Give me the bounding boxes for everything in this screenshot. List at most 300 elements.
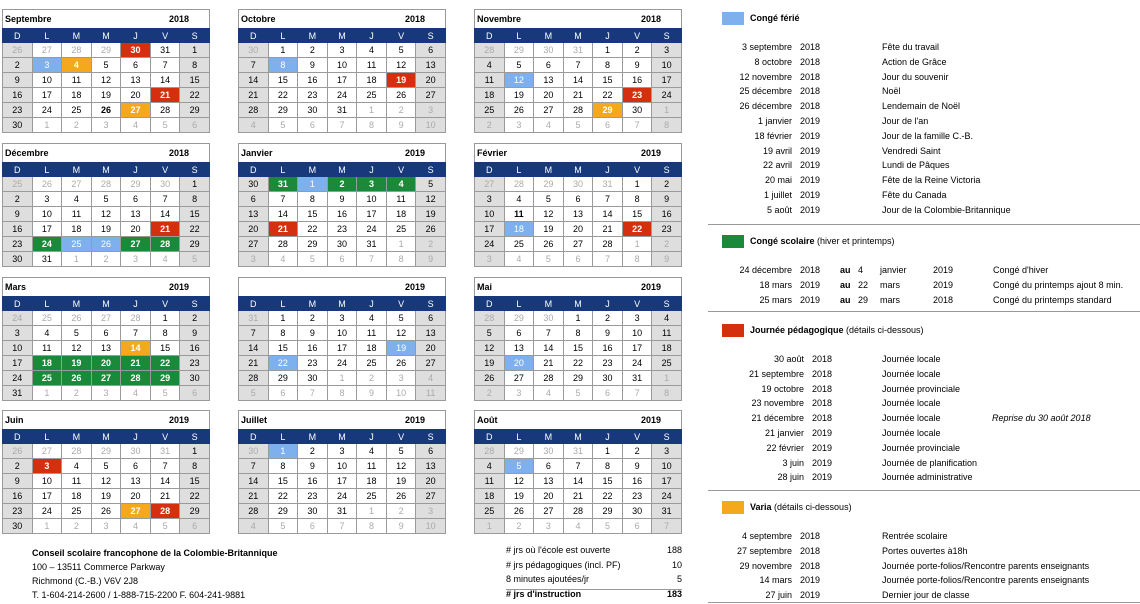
day-cell: 9 <box>416 252 446 267</box>
day-cell: 3 <box>239 252 269 267</box>
legend-cell: 2019 <box>800 204 821 215</box>
day-cell: 14 <box>563 474 593 489</box>
day-cell: 4 <box>386 177 416 192</box>
day-cell: 4 <box>416 371 446 386</box>
day-cell: 7 <box>150 459 180 474</box>
day-cell: 22 <box>563 356 593 371</box>
weekday-header: M <box>563 29 593 43</box>
day-cell: 19 <box>386 73 416 88</box>
day-cell: 25 <box>386 222 416 237</box>
day-cell: 12 <box>416 192 446 207</box>
weekday-header: D <box>475 430 505 444</box>
month-name: Novembre <box>477 14 522 24</box>
stat-value: 183 <box>666 588 682 599</box>
day-cell: 19 <box>534 222 564 237</box>
weekday-header: L <box>504 430 534 444</box>
day-cell: 13 <box>121 474 151 489</box>
weekday-header: M <box>563 297 593 311</box>
month-year: 2019 <box>168 415 189 425</box>
day-cell: 2 <box>298 311 328 326</box>
day-cell: 7 <box>593 192 623 207</box>
day-cell: 3 <box>327 43 357 58</box>
day-cell: 3 <box>652 444 682 459</box>
legend-title: Varia <box>750 502 772 512</box>
day-cell: 17 <box>3 356 33 371</box>
day-cell: 1 <box>652 103 682 118</box>
weekday-header: S <box>416 297 446 311</box>
day-cell: 31 <box>3 386 33 401</box>
day-cell: 21 <box>239 356 269 371</box>
day-cell: 7 <box>239 459 269 474</box>
day-cell: 16 <box>298 474 328 489</box>
legend-cell: Jour de la Colombie-Britannique <box>882 204 1011 215</box>
month-calendar <box>238 143 446 267</box>
day-cell: 9 <box>357 386 387 401</box>
day-cell: 25 <box>652 356 682 371</box>
day-cell: 6 <box>416 311 446 326</box>
legend-cell: janvier <box>880 265 907 275</box>
day-cell: 31 <box>652 504 682 519</box>
day-cell: 4 <box>357 311 387 326</box>
day-cell: 25 <box>3 177 33 192</box>
day-cell: 11 <box>62 207 92 222</box>
day-cell: 7 <box>298 386 328 401</box>
day-cell: 6 <box>180 519 210 534</box>
day-cell: 13 <box>239 207 269 222</box>
month-name: Mars <box>5 282 27 292</box>
day-cell: 9 <box>3 73 33 88</box>
day-cell: 1 <box>268 444 298 459</box>
day-cell: 8 <box>622 252 652 267</box>
day-cell: 6 <box>593 118 623 133</box>
day-cell: 4 <box>357 444 387 459</box>
day-cell: 4 <box>239 519 269 534</box>
legend-sub: (détails ci-dessous) <box>843 325 924 335</box>
stat-value: 10 <box>671 559 682 570</box>
day-cell: 30 <box>150 177 180 192</box>
day-cell: 31 <box>327 103 357 118</box>
legend-row <box>708 426 1140 441</box>
day-cell: 5 <box>534 252 564 267</box>
day-cell: 6 <box>416 43 446 58</box>
weekday-header: S <box>180 29 210 43</box>
day-cell: 1 <box>652 371 682 386</box>
day-cell: 30 <box>298 371 328 386</box>
month-header <box>2 410 210 429</box>
day-cell: 12 <box>504 474 534 489</box>
day-cell: 7 <box>150 58 180 73</box>
day-cell: 13 <box>534 73 564 88</box>
day-cell: 18 <box>62 88 92 103</box>
day-cell: 4 <box>563 519 593 534</box>
stat-label: # jrs pédagogiques (incl. PF) <box>506 559 621 570</box>
day-cell: 12 <box>534 207 564 222</box>
month-calendar <box>238 410 446 534</box>
day-cell: 20 <box>416 73 446 88</box>
day-cell: 28 <box>121 371 151 386</box>
day-cell: 1 <box>32 118 62 133</box>
day-cell: 9 <box>298 326 328 341</box>
day-cell: 1 <box>563 311 593 326</box>
month-calendar <box>238 9 446 133</box>
day-cell: 26 <box>32 177 62 192</box>
weekday-header: V <box>622 297 652 311</box>
day-cell: 26 <box>534 237 564 252</box>
legend-cell: au <box>840 265 851 275</box>
day-cell: 26 <box>504 504 534 519</box>
day-cell: 29 <box>593 504 623 519</box>
day-cell: 10 <box>327 326 357 341</box>
day-cell: 3 <box>652 43 682 58</box>
month-header <box>238 277 446 296</box>
day-cell: 1 <box>327 371 357 386</box>
day-cell: 10 <box>652 459 682 474</box>
weekday-header: M <box>298 430 328 444</box>
weekday-header: L <box>32 430 62 444</box>
day-cell: 4 <box>534 386 564 401</box>
day-cell: 3 <box>91 118 121 133</box>
day-cell: 29 <box>91 444 121 459</box>
day-cell: 11 <box>475 474 505 489</box>
day-cell: 3 <box>91 386 121 401</box>
weekday-header: L <box>32 29 62 43</box>
weekday-header: S <box>416 163 446 177</box>
day-cell: 8 <box>357 519 387 534</box>
day-cell: 7 <box>622 118 652 133</box>
day-cell: 5 <box>91 459 121 474</box>
day-cell: 1 <box>593 444 623 459</box>
day-cell: 25 <box>32 371 62 386</box>
day-cell: 6 <box>534 58 564 73</box>
legend-cell: 2018 <box>800 545 821 556</box>
legend-cell: 8 octobre <box>754 56 792 67</box>
day-cell: 16 <box>3 489 33 504</box>
weekday-header: J <box>357 430 387 444</box>
weekday-header: J <box>593 29 623 43</box>
day-cell: 4 <box>357 43 387 58</box>
day-cell: 11 <box>386 192 416 207</box>
day-cell: 1 <box>357 103 387 118</box>
day-cell: 28 <box>150 103 180 118</box>
day-cell: 16 <box>327 207 357 222</box>
legend-cell: au <box>840 294 851 305</box>
weekday-header: S <box>652 29 682 43</box>
day-cell: 30 <box>239 43 269 58</box>
legend-cell: 29 novembre <box>739 560 792 571</box>
legend-cell: 28 juin <box>777 472 804 483</box>
month-calendar <box>2 410 210 534</box>
day-cell: 27 <box>121 103 151 118</box>
day-cell: 5 <box>150 118 180 133</box>
day-cell: 28 <box>150 237 180 252</box>
weekday-header: S <box>180 163 210 177</box>
day-cell: 8 <box>180 459 210 474</box>
day-cell: 5 <box>62 326 92 341</box>
legend-cell: 27 septembre <box>736 545 792 556</box>
day-cell: 7 <box>593 252 623 267</box>
legend-cell: Lundi de Pâques <box>882 160 950 171</box>
day-cell: 16 <box>3 222 33 237</box>
day-cell: 2 <box>62 519 92 534</box>
day-cell: 7 <box>563 459 593 474</box>
month-name: Septembre <box>5 14 52 24</box>
weekday-header: L <box>268 430 298 444</box>
day-cell: 5 <box>298 252 328 267</box>
day-cell: 21 <box>150 489 180 504</box>
legend-cell: 1 janvier <box>757 115 792 126</box>
day-cell: 19 <box>475 356 505 371</box>
legend-cell: 19 avril <box>762 145 792 156</box>
legend-row <box>708 158 1140 173</box>
day-cell: 23 <box>3 103 33 118</box>
day-cell: 23 <box>622 489 652 504</box>
day-cell: 31 <box>563 444 593 459</box>
day-cell: 5 <box>91 58 121 73</box>
day-cell: 7 <box>150 192 180 207</box>
legend-cell: 2018 <box>800 86 821 97</box>
day-cell: 3 <box>32 192 62 207</box>
day-cell: 21 <box>593 222 623 237</box>
legend-row <box>708 173 1140 188</box>
legend-title: Journée pédagogique <box>750 325 844 335</box>
day-cell: 24 <box>357 222 387 237</box>
legend-cell: 2018 <box>812 354 833 364</box>
day-cell: 28 <box>239 103 269 118</box>
legend-cell: 23 novembre <box>751 398 804 409</box>
day-cell: 31 <box>239 311 269 326</box>
weekday-header: S <box>652 430 682 444</box>
month-name: Août <box>477 415 498 425</box>
day-cell: 18 <box>357 474 387 489</box>
day-cell: 18 <box>62 489 92 504</box>
day-cell: 27 <box>32 444 62 459</box>
legend-cell: 2019 <box>800 294 821 305</box>
day-cell: 5 <box>268 118 298 133</box>
weekday-header: S <box>652 297 682 311</box>
day-cell: 22 <box>150 356 180 371</box>
legend-row <box>708 99 1140 114</box>
legend-cell: Journée porte-folios/Rencontre parents enseignants <box>882 575 1090 586</box>
day-cell: 28 <box>62 444 92 459</box>
day-cell: 12 <box>475 341 505 356</box>
weekday-header: J <box>357 29 387 43</box>
legend-var <box>708 498 1140 603</box>
day-cell: 17 <box>327 341 357 356</box>
day-cell: 13 <box>534 474 564 489</box>
day-cell: 8 <box>298 192 328 207</box>
day-cell: 21 <box>563 489 593 504</box>
legend-row <box>708 144 1140 159</box>
day-cell: 18 <box>32 356 62 371</box>
legend-cell: Journée locale <box>882 368 941 379</box>
day-cell: 8 <box>357 118 387 133</box>
day-cell: 2 <box>622 444 652 459</box>
day-cell: 21 <box>268 222 298 237</box>
day-cell: 3 <box>622 311 652 326</box>
legend-cell: Fête du travail <box>882 42 940 52</box>
day-cell: 6 <box>622 519 652 534</box>
day-cell: 7 <box>563 58 593 73</box>
month-calendar <box>474 410 682 534</box>
day-cell: 1 <box>150 311 180 326</box>
stat-value: 5 <box>676 574 682 584</box>
day-cell: 24 <box>327 489 357 504</box>
day-cell: 14 <box>121 341 151 356</box>
day-cell: 31 <box>563 43 593 58</box>
day-cell: 6 <box>268 386 298 401</box>
legend-cell: 2019 <box>800 115 821 126</box>
day-cell: 2 <box>298 43 328 58</box>
day-cell: 10 <box>475 207 505 222</box>
day-cell: 8 <box>563 326 593 341</box>
day-cell: 7 <box>327 118 357 133</box>
day-cell: 29 <box>150 371 180 386</box>
day-cell: 2 <box>593 311 623 326</box>
day-cell: 23 <box>3 504 33 519</box>
weekday-header: S <box>416 29 446 43</box>
day-cell: 27 <box>534 103 564 118</box>
day-cell: 2 <box>357 371 387 386</box>
stat-row <box>506 574 682 589</box>
stats-summary <box>506 545 682 603</box>
day-cell: 17 <box>622 341 652 356</box>
day-cell: 25 <box>32 311 62 326</box>
day-cell: 24 <box>32 103 62 118</box>
day-cell: 25 <box>357 88 387 103</box>
day-cell: 6 <box>239 192 269 207</box>
day-cell: 28 <box>239 371 269 386</box>
day-cell: 5 <box>268 519 298 534</box>
ferie-swatch <box>722 12 744 25</box>
legend-cell: Journée de planification <box>882 457 978 468</box>
day-cell: 28 <box>475 444 505 459</box>
day-cell: 6 <box>534 459 564 474</box>
legend-cell: 2019 <box>800 189 821 200</box>
day-cell: 2 <box>652 237 682 252</box>
day-cell: 28 <box>563 103 593 118</box>
legend-row <box>708 352 1140 367</box>
day-cell: 8 <box>386 252 416 267</box>
legend-cell: Journée porte-folios/Rencontre parents enseignants <box>882 560 1090 571</box>
org-address-2: Richmond (C.-B.) V6V 2J8 <box>32 576 139 586</box>
month-calendar <box>474 9 682 133</box>
day-cell: 9 <box>593 326 623 341</box>
month-calendar <box>2 143 210 267</box>
day-cell: 1 <box>268 43 298 58</box>
day-cell: 9 <box>3 474 33 489</box>
day-cell: 8 <box>652 118 682 133</box>
legend-cell: 1 juillet <box>763 189 792 200</box>
month-name: Octobre <box>241 14 276 24</box>
month-header <box>238 143 446 162</box>
weekday-header: M <box>327 430 357 444</box>
legend-row <box>708 382 1140 397</box>
day-cell: 3 <box>32 459 62 474</box>
day-cell: 10 <box>327 459 357 474</box>
day-cell: 10 <box>416 118 446 133</box>
day-cell: 2 <box>652 177 682 192</box>
day-cell: 24 <box>475 237 505 252</box>
legend-cell: Journée locale <box>882 427 941 438</box>
month-calendar <box>474 143 682 267</box>
day-cell: 15 <box>298 207 328 222</box>
legend-cell: Dernier jour de classe <box>882 590 970 601</box>
day-cell: 19 <box>91 222 121 237</box>
day-cell: 14 <box>150 73 180 88</box>
day-cell: 1 <box>298 177 328 192</box>
day-cell: 1 <box>475 519 505 534</box>
day-cell: 28 <box>150 504 180 519</box>
day-cell: 13 <box>416 326 446 341</box>
legend-cell: 2018 <box>800 71 821 82</box>
day-cell: 20 <box>534 489 564 504</box>
day-cell: 29 <box>593 103 623 118</box>
day-cell: 15 <box>268 474 298 489</box>
weekday-header: L <box>504 29 534 43</box>
day-cell: 16 <box>622 474 652 489</box>
legend-cell: Journée administrative <box>882 472 973 483</box>
day-cell: 24 <box>327 88 357 103</box>
legend-cell: 2019 <box>812 427 833 438</box>
weekday-header: M <box>298 297 328 311</box>
day-cell: 31 <box>268 177 298 192</box>
day-cell: 6 <box>416 444 446 459</box>
day-cell: 29 <box>180 237 210 252</box>
month-year: 2019 <box>640 148 661 158</box>
day-cell: 11 <box>62 73 92 88</box>
legend-cell: 2018 <box>800 265 821 275</box>
month-year: 2019 <box>168 282 189 292</box>
day-cell: 18 <box>475 489 505 504</box>
day-cell: 8 <box>180 192 210 207</box>
legend-cell: 22 février <box>766 442 804 453</box>
legend-cell: 29 <box>858 294 869 305</box>
weekday-header: M <box>534 297 564 311</box>
day-cell: 31 <box>150 444 180 459</box>
day-cell: 14 <box>150 207 180 222</box>
day-cell: 18 <box>62 222 92 237</box>
day-cell: 2 <box>504 519 534 534</box>
day-cell: 9 <box>386 519 416 534</box>
day-cell: 27 <box>416 356 446 371</box>
legend-cell: 18 février <box>754 130 792 141</box>
legend-cell: 25 décembre <box>739 86 792 97</box>
day-cell: 10 <box>622 326 652 341</box>
day-cell: 19 <box>504 489 534 504</box>
legend-cell: Lendemain de Noël <box>882 101 961 112</box>
weekday-header: V <box>622 29 652 43</box>
day-cell: 27 <box>416 489 446 504</box>
day-cell: 12 <box>504 73 534 88</box>
legend-cell: mars <box>880 279 900 290</box>
weekday-header: V <box>150 430 180 444</box>
legend-title: Congé férié <box>750 13 800 23</box>
legend-cell: 2018 <box>812 368 833 379</box>
day-cell: 14 <box>593 207 623 222</box>
day-cell: 29 <box>268 504 298 519</box>
day-cell: 4 <box>32 326 62 341</box>
day-cell: 15 <box>593 474 623 489</box>
day-cell: 22 <box>268 356 298 371</box>
weekday-header: M <box>62 430 92 444</box>
day-cell: 4 <box>504 192 534 207</box>
legend-row <box>708 188 1140 203</box>
day-cell: 8 <box>268 58 298 73</box>
day-cell: 2 <box>298 444 328 459</box>
day-cell: 25 <box>62 504 92 519</box>
day-cell: 8 <box>652 386 682 401</box>
month-calendar <box>2 277 210 401</box>
